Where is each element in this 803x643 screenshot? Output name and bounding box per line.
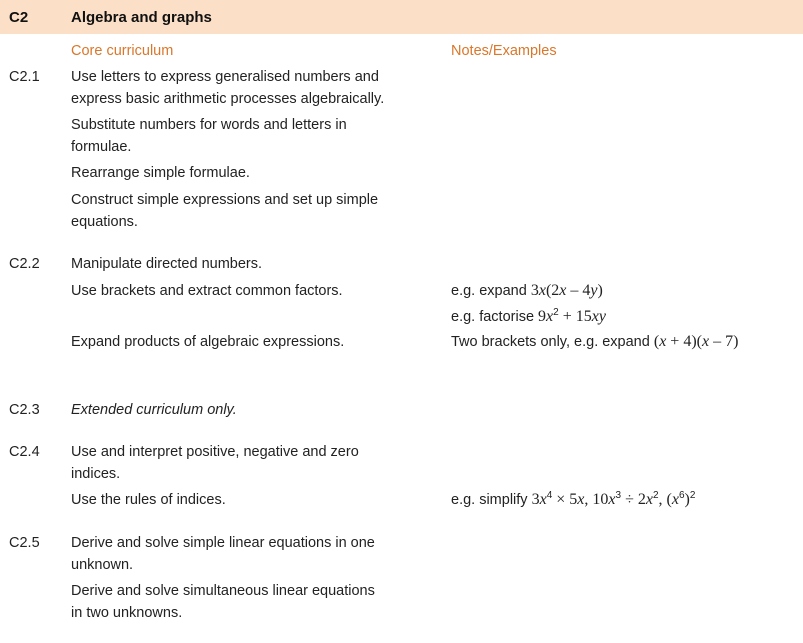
section-code: C2 — [9, 8, 29, 26]
core-text: Expand products of algebraic expressions. — [71, 334, 345, 350]
core-text: express basic arithmetic processes algebraically. — [71, 91, 385, 107]
core-text: equations. — [71, 214, 138, 230]
core-text: Use the rules of indices. — [71, 492, 226, 508]
core-text: Derive and solve simultaneous linear equations — [71, 583, 375, 599]
core-text: Construct simple expressions and set up simple — [71, 192, 379, 208]
core-text: Extended curriculum only. — [71, 402, 237, 418]
row-code: C2.5 — [9, 535, 40, 551]
note-factorise: e.g. factorise $9x^2 + 15xy$ — [451, 307, 606, 325]
note-two-brackets: Two brackets only, e.g. expand (x + 4)(x – 7) — [451, 333, 739, 350]
core-text: Use and interpret positive, negative and zero — [71, 444, 359, 460]
row-code: C2.1 — [9, 69, 40, 85]
note-expand: e.g. expand 3x(2x – 4y) — [451, 282, 603, 299]
note-simplify: e.g. simplify $3x^4 \times 5x$, $10x^3 \div 2x^2$, $(x^6)^2$ — [451, 490, 696, 508]
core-text: Use letters to express generalised numbers and — [71, 69, 379, 85]
notes-column-header: Notes/Examples — [451, 43, 557, 59]
core-text: Use brackets and extract common factors. — [71, 283, 343, 299]
core-text: formulae. — [71, 139, 132, 155]
row-code: C2.3 — [9, 402, 40, 418]
core-column-header: Core curriculum — [71, 43, 174, 59]
core-text: Manipulate directed numbers. — [71, 256, 263, 272]
core-text: in two unknowns. — [71, 605, 183, 621]
core-text: unknown. — [71, 557, 134, 573]
row-code: C2.2 — [9, 256, 40, 272]
core-text: indices. — [71, 466, 121, 482]
core-text: Substitute numbers for words and letters in — [71, 117, 347, 133]
section-header — [0, 0, 803, 34]
core-text: Derive and solve simple linear equations in one — [71, 535, 375, 551]
core-text: Rearrange simple formulae. — [71, 165, 250, 181]
section-title: Algebra and graphs — [71, 8, 212, 26]
row-code: C2.4 — [9, 444, 40, 460]
